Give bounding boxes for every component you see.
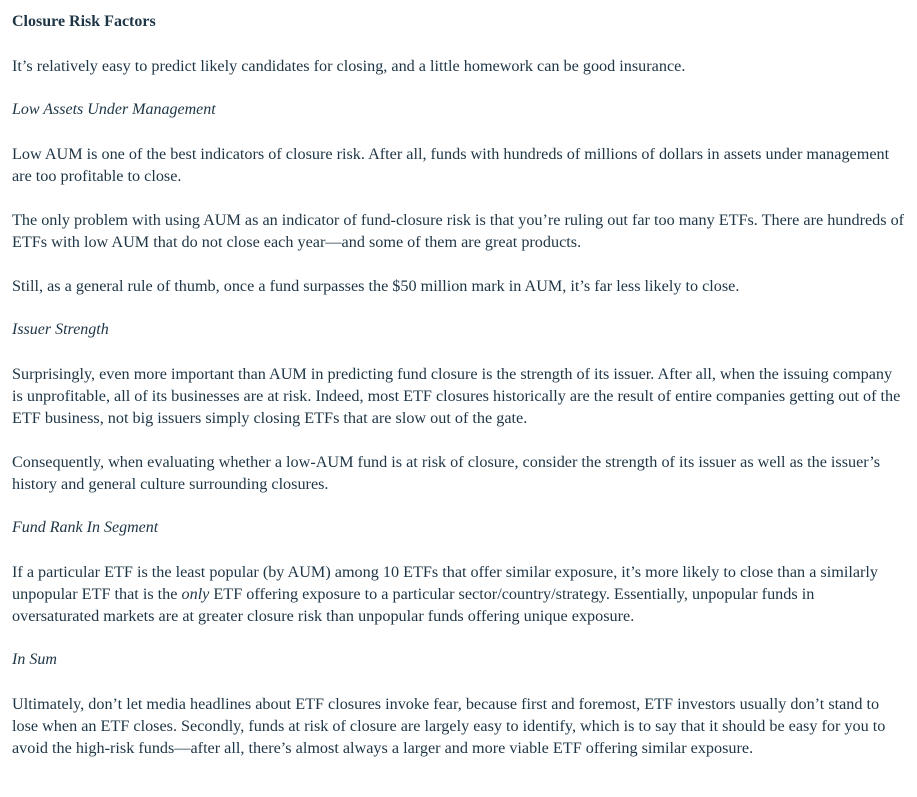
subheading-low-aum: Low Assets Under Management [12, 101, 216, 118]
subheading-in-sum: In Sum [12, 651, 57, 668]
text-run: If a particular ETF is the least popular (by AUM) among 10 ETFs that offer similar exposure, it’s more likely to close than a similarly unpopular ETF that is the [12, 563, 878, 603]
subheading-fund-rank: Fund Rank In Segment [12, 519, 159, 536]
subheading-issuer-strength: Issuer Strength [12, 321, 109, 338]
section-title: Closure Risk Factors [12, 13, 156, 30]
text-run: ETF offering exposure to a particular sector/country/strategy. Essentially, unpopular funds in oversaturated markets are at greater closure risk than unpopular funds offering unique exposure. [12, 585, 815, 625]
paragraph: Surprisingly, even more important than AUM in predicting fund closure is the strength of its issuer. After all, when the issuing company is unprofitable, all of its businesses are at risk. Indeed, most ETF closures historically are the result of entire companies getting out of the ETF business, not big issuers simply closing ETFs that are slow out of the gate. [12, 365, 901, 427]
paragraph: Still, as a general rule of thumb, once a fund surpasses the $50 million mark in AUM, it’s far less likely to close. [12, 277, 740, 295]
intro-paragraph: It’s relatively easy to predict likely candidates for closing, and a little homework can be good insurance. [12, 57, 686, 75]
paragraph: The only problem with using AUM as an indicator of fund-closure risk is that you’re ruling out far too many ETFs. There are hundreds of ETFs with low AUM that do not close each year—and some of them are great products. [12, 211, 905, 251]
paragraph: Ultimately, don’t let media headlines about ETF closures invoke fear, because first and foremost, ETF investors usually don’t stand to lose when an ETF closes. Secondly, funds at risk of closure are largely easy to identify, which is to say that it should be easy for you to avoid the high-risk funds—after all, there’s almost always a larger and more viable ETF offering similar exposure. [12, 695, 886, 757]
paragraph [12, 561, 905, 627]
emphasis-text: only [181, 585, 210, 603]
paragraph: Low AUM is one of the best indicators of closure risk. After all, funds with hundreds of millions of dollars in assets under management are too profitable to close. [12, 145, 890, 185]
paragraph: Consequently, when evaluating whether a low-AUM fund is at risk of closure, consider the strength of its issuer as well as the issuer’s history and general culture surrounding closures. [12, 453, 881, 493]
